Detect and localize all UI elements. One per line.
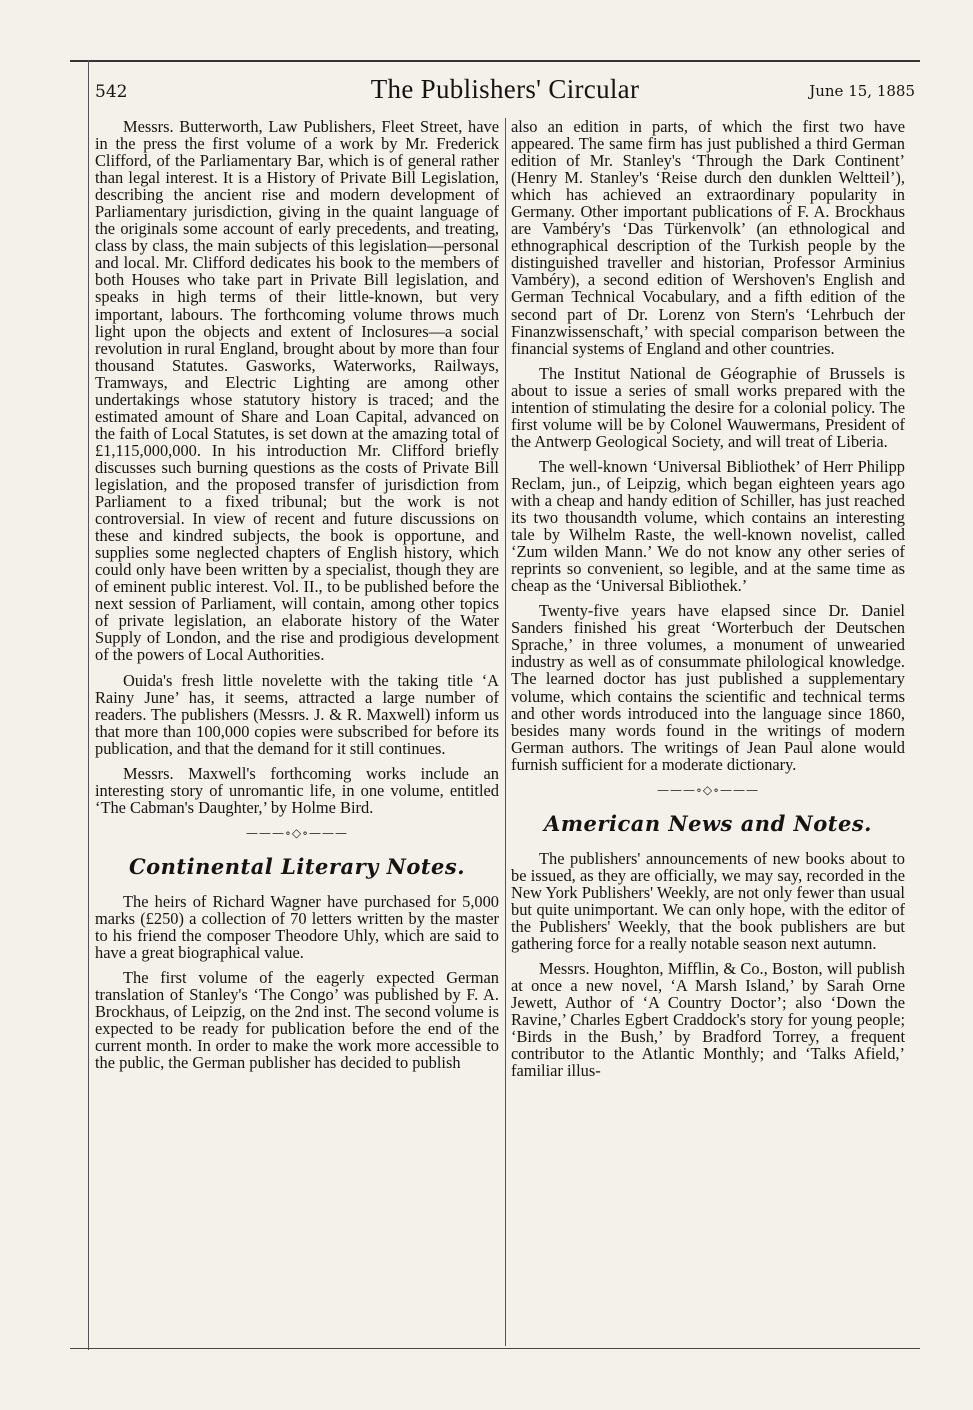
- left-margin-rule: [88, 60, 89, 1350]
- right-column: [511, 118, 905, 1346]
- paragraph-publishers-weekly: The publishers' announcements of new books about to be issued, as they are officially, we may say, recorded in the New York Publishers' Weekly, are not only fewer than usual but quite unimportant. We can only hope, with the editor of the Publishers' Weekly, that the book publishers are but gathering force for a really notable season next autumn.: [511, 848, 905, 953]
- paragraph-institut: The Institut National de Géographie of Brussels is about to issue a series of small works prepared with the intention of stimulating the desire for a colonial policy. The first volume will be by Colonel Wauwermans, President of the Antwerp Geological Society, and will treat of Liberia.: [511, 363, 905, 451]
- column-divider: [505, 118, 506, 1346]
- paragraph-congo: The first volume of the eagerly expected German translation of Stanley's ‘The Congo’ was published by F. A. Brockhaus, of Leipzig, on the 2nd inst. The second volume is expected to be ready for publication before the end of the current month. In order to make the work more accessible to the public, the German publisher has decided to publish: [95, 968, 499, 1073]
- issue-date: June 15, 1885: [809, 82, 915, 100]
- page-header: [95, 70, 915, 110]
- paragraph-congo-continued: also an edition in parts, of which the first two have appeared. The same firm has just published a third German edition of Mr. Stanley's ‘Through the Dark Continent’ (Henry M. Stanley's ‘Reise durch den dunklen Weltteil’), which has achieved an extraordinary popularity in Germany. Other important publications of F. A. Brockhaus are Vambéry's ‘Das Türkenvolk’ (an ethnological and ethnographical description of the Turkish people by the distinguished traveller and historian, Professor Arminius Vambéry), a second edition of Wershoven's English and German Technical Vocabulary, and a fifth edition of the second part of Dr. Lorenz von Stern's ‘Lehrbuch der Finanzwissenschaft,’ with special comparison between the financial systems of England and other countries.: [511, 118, 905, 358]
- bottom-rule: [70, 1348, 920, 1349]
- left-column: [95, 118, 499, 1346]
- paragraph-wagner: The heirs of Richard Wagner have purchased for 5,000 marks (£250) a collection of 70 letters written by the master to his friend the composer Theodore Uhly, which are said to have a great biographical value.: [95, 891, 499, 963]
- journal-title: The Publishers' Circular: [370, 74, 640, 104]
- paragraph-maxwell: Messrs. Maxwell's forthcoming works include an interesting story of unromantic life, in one volume, entitled ‘The Cabman's Daughter,’ by Holme Bird.: [95, 763, 499, 817]
- continental-literary-notes-heading: Continental Literary Notes.: [128, 853, 466, 879]
- american-news-heading: American News and Notes.: [544, 810, 872, 836]
- page-number: 542: [95, 82, 128, 102]
- paragraph-butterworth: Messrs. Butterworth, Law Publishers, Fleet Street, have in the press the first volume of a work by Mr. Frederick Clifford, of the Parliamentary Bar, which is of general rather than legal interest. It is a History of Private Bill Legislation, describing the ancient rise and modern development of Parliamentary jurisdiction, giving in the quaint language of the originals some account of early precedents, and treating, class by class, the main subjects of this legislation—personal and local. Mr. Clifford dedicates his book to the members of both Houses who take part in Private Bill legislation, and speaks in high terms of their little-known, but very important, labours. The forthcoming volume throws much light upon the objects and extent of Inclosures—a social revolution in rural England, brought about by more than four thousand Statutes. Gasworks, Waterworks, Railways, Tramways, and Electric Lighting are among other undertakings whose statutory history is traced; and the estimated amount of Share and Loan Capital, advanced on the faith of Local Statutes, is set down at the amazing total of £1,115,000,000. In his introduction Mr. Clifford briefly discusses such burning questions as the costs of Private Bill legislation, and the proposed transfer of jurisdiction from Parliament to a fixed tribunal; but the work is not controversial. In view of recent and future discussions on these and kindred subjects, the book is opportune, and supplies some neglected chapters of English history, which could only have been written by a specialist, though they are of eminent public interest. Vol. II., to be published before the next session of Parliament, will contain, among other topics of private legislation, an elaborate history of the Water Supply of London, and the rise and prodigious development of the powers of Local Authorities.: [95, 118, 499, 665]
- section-divider-ornament: ———∘◇∘———: [657, 782, 759, 797]
- section-divider-ornament: ———∘◇∘———: [246, 825, 348, 840]
- paragraph-reclam: The well-known ‘Universal Bibliothek’ of Herr Philipp Reclam, jun., of Leipzig, which began eighteen years ago with a cheap and handy edition of Schiller, has just reached its two thousandth volume, which contains an interesting tale by Wilhelm Raste, the well-known novelist, called ‘Zum wilden Mann.’ We do not know any other series of reprints so convenient, so legible, and at the same time as cheap as the ‘Universal Bibliothek.’: [511, 456, 905, 596]
- paragraph-ouida: Ouida's fresh little novelette with the taking title ‘A Rainy June’ has, it seems, attracted a large number of readers. The publishers (Messrs. J. & R. Maxwell) inform us that more than 100,000 copies were subscribed for before its publication, and that the demand for it still continues.: [95, 670, 499, 758]
- top-rule: [70, 60, 920, 62]
- paragraph-houghton: Messrs. Houghton, Mifflin, & Co., Boston, will publish at once a new novel, ‘A Marsh Island,’ by Sarah Orne Jewett, Author of ‘A Country Doctor’; also ‘Down the Ravine,’ Charles Egbert Craddock's story for young people; ‘Birds in the Bush,’ by Bradford Torrey, a frequent contributor to the Atlantic Monthly; and ‘Talks Afield,’ familiar illus-: [511, 959, 905, 1081]
- paragraph-sanders: Twenty-five years have elapsed since Dr. Daniel Sanders finished his great ‘Worterbuch der Deutschen Sprache,’ in three volumes, a monument of unwearied industry as well as of consummate philological knowledge. The learned doctor has just published a supplementary volume, which contains the scientific and technical terms and other words introduced into the language since 1860, besides many words found in the writings of modern German authors. The writings of Jean Paul alone would furnish sufficient for a moderate dictionary.: [511, 601, 905, 774]
